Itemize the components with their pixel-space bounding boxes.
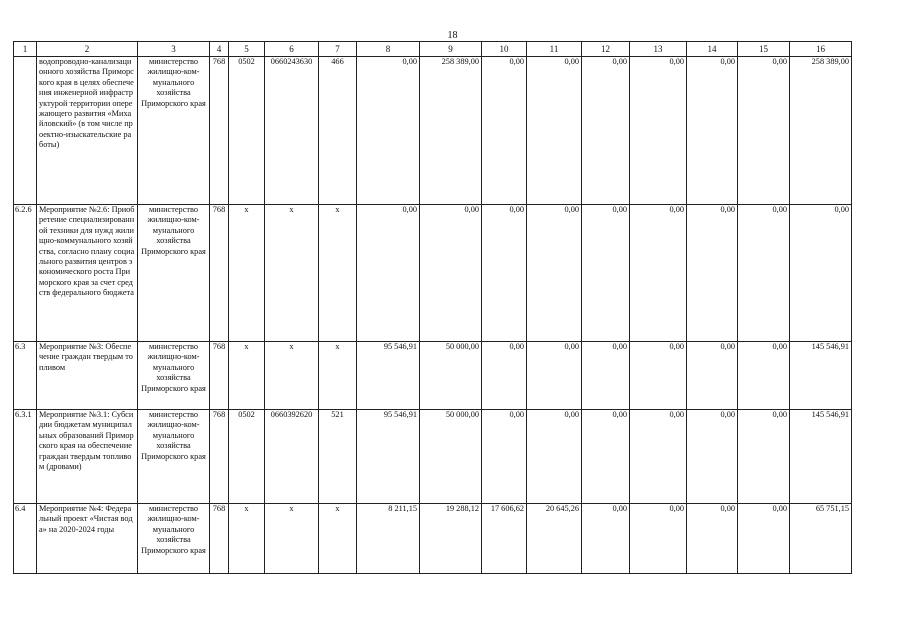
row-value: 0,00 — [582, 410, 630, 504]
table-row — [14, 410, 852, 504]
row-section: 0502 — [229, 410, 265, 504]
row-value: 0,00 — [527, 410, 582, 504]
row-value: 8 211,15 — [357, 504, 420, 574]
row-value: 0,00 — [527, 342, 582, 410]
row-description: водопроводно-канализационного хозяйства Приморского края в целях обеспечения инженерной инфраструктурой территории опережающего развития «Михайловский» (в том числе проектно-изыскательские работы) — [37, 57, 138, 205]
row-expense-type: х — [319, 205, 357, 342]
column-number: 3 — [138, 42, 210, 57]
table-row — [14, 205, 852, 342]
row-responsible: министерство жилищно-ком-мунального хозяйства Приморского края — [138, 410, 210, 504]
row-expense-type: 466 — [319, 57, 357, 205]
row-value: 17 606,62 — [482, 504, 527, 574]
row-value: 0,00 — [527, 57, 582, 205]
column-number: 14 — [687, 42, 738, 57]
row-target-article: х — [265, 342, 319, 410]
row-value: 0,00 — [482, 342, 527, 410]
column-number: 13 — [630, 42, 687, 57]
row-grbs: 768 — [210, 410, 229, 504]
row-value: 0,00 — [687, 57, 738, 205]
row-responsible: министерство жилищно-ком-мунального хозяйства Приморского края — [138, 342, 210, 410]
row-value: 0,00 — [630, 342, 687, 410]
row-section: х — [229, 205, 265, 342]
table-row — [14, 504, 852, 574]
row-description: Мероприятие №3: Обеспечение граждан твердым топливом — [37, 342, 138, 410]
row-grbs: 768 — [210, 342, 229, 410]
column-number: 9 — [420, 42, 482, 57]
column-number: 15 — [738, 42, 790, 57]
row-section: х — [229, 342, 265, 410]
row-value: 19 288,12 — [420, 504, 482, 574]
row-value: 0,00 — [582, 342, 630, 410]
row-value: 0,00 — [482, 410, 527, 504]
column-number-row — [14, 42, 852, 57]
row-value: 0,00 — [687, 410, 738, 504]
column-number: 5 — [229, 42, 265, 57]
row-total: 258 389,00 — [790, 57, 852, 205]
row-value: 0,00 — [482, 205, 527, 342]
column-number: 12 — [582, 42, 630, 57]
column-number: 4 — [210, 42, 229, 57]
row-description: Мероприятие №4: Федеральный проект «Чистая вода» на 2020-2024 годы — [37, 504, 138, 574]
row-value: 0,00 — [630, 57, 687, 205]
row-value: 0,00 — [738, 57, 790, 205]
row-section: 0502 — [229, 57, 265, 205]
row-target-article: 0660243630 — [265, 57, 319, 205]
row-value: 0,00 — [630, 504, 687, 574]
row-target-article: 0660392620 — [265, 410, 319, 504]
row-expense-type: х — [319, 342, 357, 410]
row-value: 0,00 — [582, 57, 630, 205]
column-number: 8 — [357, 42, 420, 57]
row-code: 6.3.1 — [14, 410, 37, 504]
row-value: 50 000,00 — [420, 342, 482, 410]
row-value: 0,00 — [420, 205, 482, 342]
row-value: 0,00 — [527, 205, 582, 342]
row-value: 0,00 — [738, 410, 790, 504]
row-value: 0,00 — [738, 504, 790, 574]
row-expense-type: х — [319, 504, 357, 574]
page-number: 18 — [447, 30, 458, 41]
row-value: 0,00 — [630, 410, 687, 504]
row-value: 95 546,91 — [357, 342, 420, 410]
row-value: 0,00 — [738, 205, 790, 342]
column-number: 11 — [527, 42, 582, 57]
budget-table — [13, 41, 852, 574]
row-value: 0,00 — [582, 504, 630, 574]
row-value: 0,00 — [582, 205, 630, 342]
row-value: 0,00 — [687, 205, 738, 342]
row-grbs: 768 — [210, 205, 229, 342]
row-value: 258 389,00 — [420, 57, 482, 205]
row-grbs: 768 — [210, 57, 229, 205]
column-number: 16 — [790, 42, 852, 57]
row-value: 95 546,91 — [357, 410, 420, 504]
row-value: 0,00 — [687, 342, 738, 410]
row-total: 145 546,91 — [790, 342, 852, 410]
row-total: 65 751,15 — [790, 504, 852, 574]
row-section: х — [229, 504, 265, 574]
row-expense-type: 521 — [319, 410, 357, 504]
row-value: 20 645,26 — [527, 504, 582, 574]
column-number: 10 — [482, 42, 527, 57]
row-code: 6.2.6 — [14, 205, 37, 342]
row-description: Мероприятие №2.6: Приобретение специализированной техники для нужд жилищно-коммунального хозяйства, согласно плану социального развития центров экономического роста Приморского края за счет средств федерального бюджета — [37, 205, 138, 342]
row-value: 0,00 — [630, 205, 687, 342]
row-description: Мероприятие №3.1: Субсидии бюджетам муниципальных образований Приморского края на обеспечение граждан твердым топливом (дровами) — [37, 410, 138, 504]
row-responsible: министерство жилищно-ком-мунального хозяйства Приморского края — [138, 205, 210, 342]
table-row — [14, 57, 852, 205]
table-row — [14, 342, 852, 410]
column-number: 1 — [14, 42, 37, 57]
row-value: 0,00 — [687, 504, 738, 574]
column-number: 2 — [37, 42, 138, 57]
row-code: 6.3 — [14, 342, 37, 410]
row-responsible: министерство жилищно-ком-мунального хозяйства Приморского края — [138, 57, 210, 205]
row-value: 0,00 — [482, 57, 527, 205]
row-value: 0,00 — [357, 57, 420, 205]
row-target-article: х — [265, 504, 319, 574]
column-number: 7 — [319, 42, 357, 57]
row-code — [14, 57, 37, 205]
row-value: 0,00 — [738, 342, 790, 410]
row-total: 145 546,91 — [790, 410, 852, 504]
row-responsible: министерство жилищно-ком-мунального хозяйства Приморского края — [138, 504, 210, 574]
row-value: 50 000,00 — [420, 410, 482, 504]
row-code: 6.4 — [14, 504, 37, 574]
row-grbs: 768 — [210, 504, 229, 574]
column-number: 6 — [265, 42, 319, 57]
row-value: 0,00 — [357, 205, 420, 342]
row-total: 0,00 — [790, 205, 852, 342]
row-target-article: х — [265, 205, 319, 342]
